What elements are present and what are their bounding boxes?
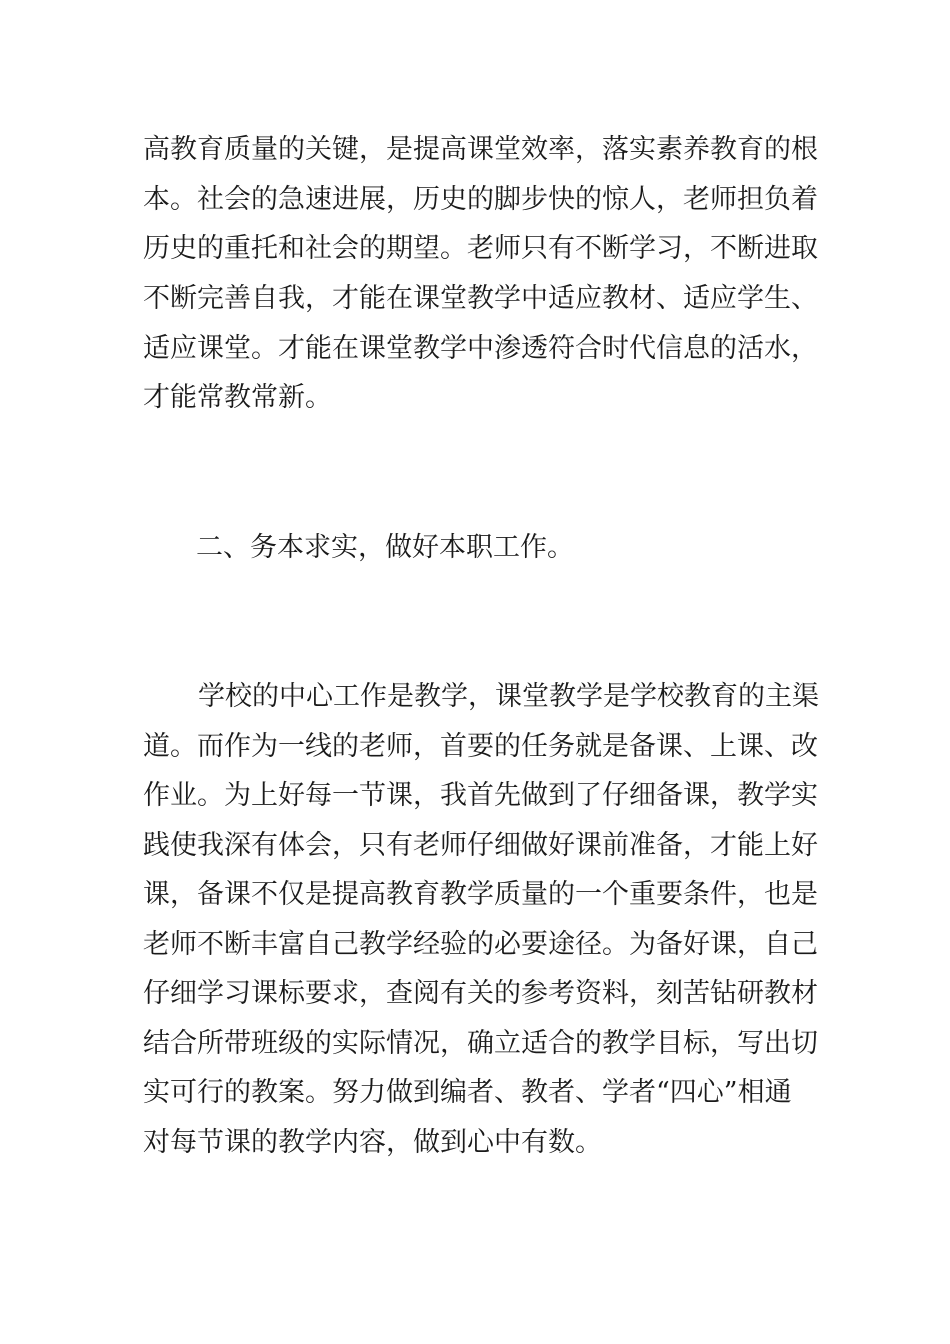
paragraph-2-line-4: 践使我深有体会，只有老师仔细做好课前准备，才能上好 — [143, 830, 818, 861]
paragraph-1-line-3: 历史的重托和社会的期望。老师只有不断学习，不断进取 — [143, 233, 818, 264]
paragraph-1-line-1: 高教育质量的关键，是提高课堂效率，落实素养教育的根 — [143, 134, 818, 165]
paragraph-2-line-9: 实可行的教案。努力做到编者、教者、学者“四心”相通 — [143, 1077, 792, 1108]
paragraph-2-line-2: 道。而作为一线的老师，首要的任务就是备课、上课、改 — [143, 731, 818, 762]
paragraph-2-line-5: 课，备课不仅是提高教育教学质量的一个重要条件，也是 — [143, 879, 818, 910]
paragraph-1-line-6: 才能常教常新。 — [143, 382, 332, 413]
paragraph-2-line-3: 作业。为上好每一节课，我首先做到了仔细备课，教学实 — [143, 780, 818, 811]
paragraph-1-line-2: 本。社会的急速进展，历史的脚步快的惊人，老师担负着 — [143, 184, 818, 215]
paragraph-1-line-4: 不断完善自我，才能在课堂教学中适应教材、适应学生、 — [143, 283, 818, 314]
paragraph-1-line-5: 适应课堂。才能在课堂教学中渗透符合时代信息的活水， — [143, 333, 818, 364]
paragraph-2-line-6: 老师不断丰富自己教学经验的必要途径。为备好课，自己 — [143, 929, 818, 960]
paragraph-2-line-1: 学校的中心工作是教学，课堂教学是学校教育的主渠 — [198, 681, 819, 712]
section-heading: 二、务本求实，做好本职工作。 — [196, 532, 574, 563]
paragraph-2-line-10: 对每节课的教学内容，做到心中有数。 — [143, 1127, 602, 1158]
paragraph-2-line-7: 仔细学习课标要求，查阅有关的参考资料，刻苦钻研教材 — [143, 978, 818, 1009]
paragraph-2-line-8: 结合所带班级的实际情况，确立适合的教学目标，写出切 — [143, 1028, 818, 1059]
